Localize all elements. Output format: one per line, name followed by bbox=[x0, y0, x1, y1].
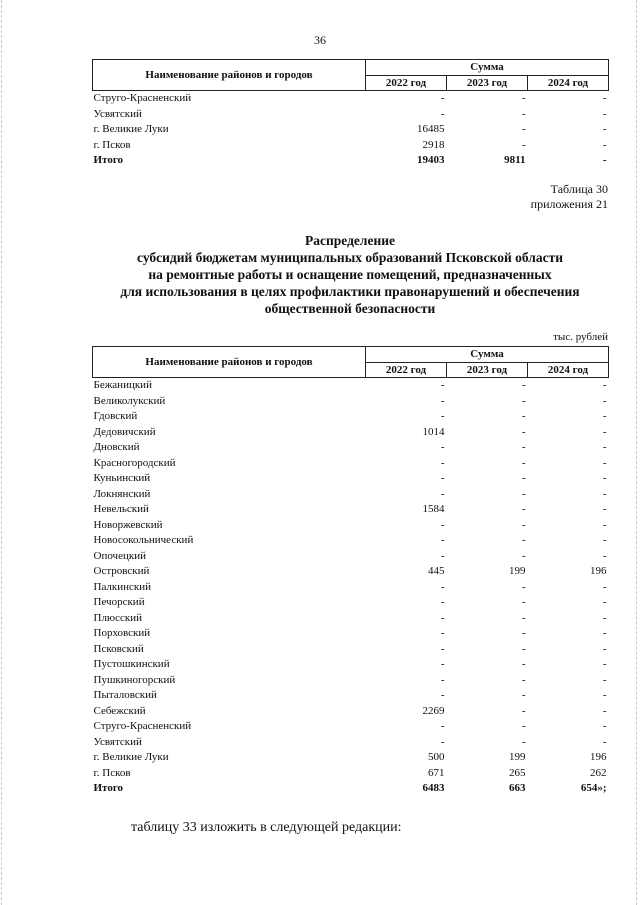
value-cell: - bbox=[440, 673, 445, 686]
value-cell: - bbox=[521, 503, 526, 515]
row-name: Бежаницкий bbox=[93, 379, 152, 391]
value-cell: - bbox=[602, 379, 607, 391]
value-cell: - bbox=[521, 107, 526, 120]
table-row bbox=[93, 91, 609, 107]
value-cell: - bbox=[602, 611, 607, 624]
value-cell: - bbox=[521, 456, 526, 469]
table-row bbox=[93, 487, 609, 503]
table-row bbox=[93, 518, 609, 534]
title-line4: для использования в целях профилактики правонарушений и обеспечения bbox=[120, 284, 580, 299]
value-cell: - bbox=[440, 472, 445, 484]
row-name: Дновский bbox=[93, 441, 140, 453]
value-cell: - bbox=[602, 642, 607, 655]
value-cell: 445 bbox=[428, 565, 445, 577]
value-cell: - bbox=[440, 735, 445, 748]
title-line1: Распределение bbox=[304, 233, 396, 248]
main-table-body bbox=[93, 378, 609, 797]
row-name: Локнянский bbox=[93, 487, 151, 500]
table-caption bbox=[531, 182, 608, 212]
title-line2: субсидий бюджетам муниципальных образований Псковской области bbox=[137, 250, 563, 265]
value-cell: 19403 bbox=[417, 154, 445, 166]
table-caption-line2: приложения 21 bbox=[530, 197, 608, 211]
value-cell: - bbox=[521, 441, 526, 453]
value-cell: - bbox=[602, 472, 607, 484]
value-cell: - bbox=[602, 503, 607, 515]
table-row bbox=[93, 564, 609, 580]
value-cell: - bbox=[521, 549, 526, 562]
value-cell: - bbox=[440, 658, 445, 670]
value-cell: - bbox=[440, 627, 445, 639]
main-table bbox=[92, 346, 609, 797]
value-cell: - bbox=[602, 107, 607, 120]
value-cell: - bbox=[440, 410, 445, 422]
closing-text: таблицу 33 изложить в следующей редакции: bbox=[131, 820, 402, 835]
row-name: г. Псков bbox=[93, 766, 131, 779]
table-row bbox=[93, 107, 609, 123]
value-cell: - bbox=[440, 642, 445, 655]
value-cell: - bbox=[521, 658, 526, 670]
row-name: Усвятский bbox=[93, 735, 142, 748]
value-cell: - bbox=[521, 704, 526, 717]
value-cell: - bbox=[440, 394, 445, 407]
table-row bbox=[93, 549, 609, 565]
top-table-body bbox=[93, 91, 609, 169]
value-cell: 199 bbox=[509, 751, 526, 763]
total-row bbox=[93, 153, 609, 169]
table-row bbox=[93, 456, 609, 472]
table-row bbox=[93, 138, 609, 154]
value-cell: - bbox=[602, 441, 607, 453]
header-year-2023: 2023 год bbox=[447, 75, 528, 91]
value-cell: - bbox=[602, 580, 607, 593]
value-cell: - bbox=[521, 410, 526, 422]
unit-label: тыс. рублей bbox=[553, 331, 608, 343]
row-name: Пушкиногорский bbox=[93, 673, 176, 686]
value-cell: - bbox=[440, 580, 445, 593]
value-cell: - bbox=[440, 518, 445, 531]
value-cell: - bbox=[602, 138, 607, 151]
value-cell: 663 bbox=[509, 782, 526, 794]
value-cell: 196 bbox=[590, 565, 607, 577]
row-name: Псковский bbox=[93, 642, 144, 655]
value-cell: - bbox=[521, 580, 526, 593]
table-row bbox=[93, 502, 609, 518]
value-cell: - bbox=[602, 394, 607, 407]
table-row bbox=[93, 425, 609, 441]
table-row bbox=[93, 580, 609, 596]
row-name: Себежский bbox=[93, 704, 146, 717]
value-cell: - bbox=[602, 534, 607, 546]
header-year-2024: 2024 год bbox=[528, 75, 609, 91]
value-cell: - bbox=[602, 658, 607, 670]
value-cell: - bbox=[521, 642, 526, 655]
value-cell: - bbox=[521, 611, 526, 624]
row-name: Струго-Красненский bbox=[93, 92, 192, 104]
table-row bbox=[93, 122, 609, 138]
header-name: Наименование районов и городов bbox=[93, 347, 366, 378]
table-row bbox=[93, 704, 609, 720]
value-cell: - bbox=[521, 689, 526, 701]
value-cell: - bbox=[602, 704, 607, 717]
document-title bbox=[60, 232, 640, 317]
header-year-2022: 2022 год bbox=[366, 75, 447, 91]
value-cell: - bbox=[521, 394, 526, 407]
header-sum: Сумма bbox=[366, 347, 609, 363]
title-line3: на ремонтные работы и оснащение помещений, предназначенных bbox=[148, 267, 552, 282]
value-cell: 500 bbox=[428, 751, 445, 763]
table-row bbox=[93, 657, 609, 673]
row-name: Струго-Красненский bbox=[93, 720, 192, 732]
value-cell: 265 bbox=[509, 766, 526, 779]
total-row bbox=[93, 781, 609, 797]
value-cell: 262 bbox=[590, 766, 607, 779]
table-row bbox=[93, 611, 609, 627]
row-name: Порховский bbox=[93, 627, 151, 639]
value-cell: 6483 bbox=[422, 782, 445, 794]
row-name: г. Великие Луки bbox=[93, 123, 169, 135]
value-cell: - bbox=[602, 92, 607, 104]
row-name: Новоржевский bbox=[93, 518, 163, 531]
row-name: Великолукский bbox=[93, 394, 166, 407]
table-row bbox=[93, 626, 609, 642]
value-cell: - bbox=[440, 534, 445, 546]
value-cell: 2918 bbox=[422, 138, 445, 151]
row-name: Плюсский bbox=[93, 611, 143, 624]
table-row bbox=[93, 409, 609, 425]
scan-edge-left bbox=[1, 0, 3, 905]
value-cell: - bbox=[440, 441, 445, 453]
row-name: Красногородский bbox=[93, 456, 176, 469]
title-line5: общественной безопасности bbox=[264, 301, 436, 316]
row-name: Печорский bbox=[93, 596, 145, 608]
scan-edge-right bbox=[636, 0, 638, 905]
value-cell: - bbox=[440, 487, 445, 500]
value-cell: 1014 bbox=[422, 425, 445, 438]
value-cell: - bbox=[521, 487, 526, 500]
value-cell: - bbox=[440, 611, 445, 624]
table-row bbox=[93, 735, 609, 751]
value-cell: - bbox=[602, 735, 607, 748]
value-cell: - bbox=[440, 92, 445, 104]
table-row bbox=[93, 688, 609, 704]
row-name: Островский bbox=[93, 565, 150, 577]
value-cell: - bbox=[521, 627, 526, 639]
table-row bbox=[93, 471, 609, 487]
table-row bbox=[93, 595, 609, 611]
row-name: Пустошкинский bbox=[93, 658, 170, 670]
value-cell: - bbox=[440, 549, 445, 562]
table-row bbox=[93, 642, 609, 658]
value-cell: - bbox=[602, 487, 607, 500]
value-cell: - bbox=[602, 673, 607, 686]
header-name: Наименование районов и городов bbox=[93, 60, 366, 91]
value-cell: - bbox=[521, 123, 526, 135]
header-year-2022: 2022 год bbox=[366, 362, 447, 378]
row-name: Куньинский bbox=[93, 472, 151, 484]
table-row bbox=[93, 719, 609, 735]
value-cell: 671 bbox=[428, 766, 445, 779]
row-name: Дедовичский bbox=[93, 425, 156, 438]
value-cell: - bbox=[521, 720, 526, 732]
value-cell: - bbox=[440, 379, 445, 391]
value-cell: - bbox=[440, 107, 445, 120]
value-cell: - bbox=[521, 518, 526, 531]
total-label: Итого bbox=[93, 154, 124, 166]
row-name: Невельский bbox=[93, 503, 149, 515]
value-cell: - bbox=[602, 410, 607, 422]
value-cell: - bbox=[602, 123, 607, 135]
value-cell: - bbox=[440, 596, 445, 608]
row-name: Пыталовский bbox=[93, 689, 157, 701]
value-cell: - bbox=[521, 425, 526, 438]
value-cell: 9811 bbox=[504, 154, 526, 166]
value-cell: - bbox=[521, 92, 526, 104]
row-name: Усвятский bbox=[93, 107, 142, 120]
value-cell: - bbox=[602, 518, 607, 531]
value-cell: - bbox=[521, 138, 526, 151]
value-cell: - bbox=[602, 627, 607, 639]
value-cell: - bbox=[602, 596, 607, 608]
row-name: Новосокольнический bbox=[93, 534, 194, 546]
value-cell: - bbox=[521, 472, 526, 484]
value-cell: - bbox=[602, 720, 607, 732]
table-row bbox=[93, 378, 609, 394]
value-cell: - bbox=[440, 720, 445, 732]
row-name: Опочецкий bbox=[93, 549, 146, 562]
value-cell: - bbox=[521, 379, 526, 391]
value-cell: 16485 bbox=[417, 123, 445, 135]
header-year-2023: 2023 год bbox=[447, 362, 528, 378]
value-cell: - bbox=[602, 689, 607, 701]
total-label: Итого bbox=[93, 782, 124, 794]
value-cell: - bbox=[521, 735, 526, 748]
value-cell: - bbox=[602, 549, 607, 562]
table-row bbox=[93, 750, 609, 766]
value-cell: - bbox=[521, 534, 526, 546]
header-year-2024: 2024 год bbox=[528, 362, 609, 378]
value-cell: 2269 bbox=[422, 704, 445, 717]
value-cell: 196 bbox=[590, 751, 607, 763]
value-cell: 1584 bbox=[422, 503, 445, 515]
value-cell: 199 bbox=[509, 565, 526, 577]
value-cell: - bbox=[521, 596, 526, 608]
table-row bbox=[93, 440, 609, 456]
table-caption-line1: Таблица 30 bbox=[550, 182, 608, 196]
table-row bbox=[93, 673, 609, 689]
value-cell: - bbox=[602, 456, 607, 469]
top-table bbox=[92, 59, 609, 169]
row-name: Палкинский bbox=[93, 580, 152, 593]
value-cell: - bbox=[521, 673, 526, 686]
value-cell: 654»; bbox=[580, 782, 607, 794]
value-cell: - bbox=[440, 456, 445, 469]
value-cell: - bbox=[440, 689, 445, 701]
value-cell: - bbox=[602, 154, 607, 166]
row-name: г. Великие Луки bbox=[93, 751, 169, 763]
table-row bbox=[93, 394, 609, 410]
page-number: 36 bbox=[314, 33, 326, 47]
table-row bbox=[93, 533, 609, 549]
row-name: г. Псков bbox=[93, 138, 131, 151]
table-row bbox=[93, 766, 609, 782]
header-sum: Сумма bbox=[366, 60, 609, 76]
value-cell: - bbox=[602, 425, 607, 438]
row-name: Гдовский bbox=[93, 410, 138, 422]
